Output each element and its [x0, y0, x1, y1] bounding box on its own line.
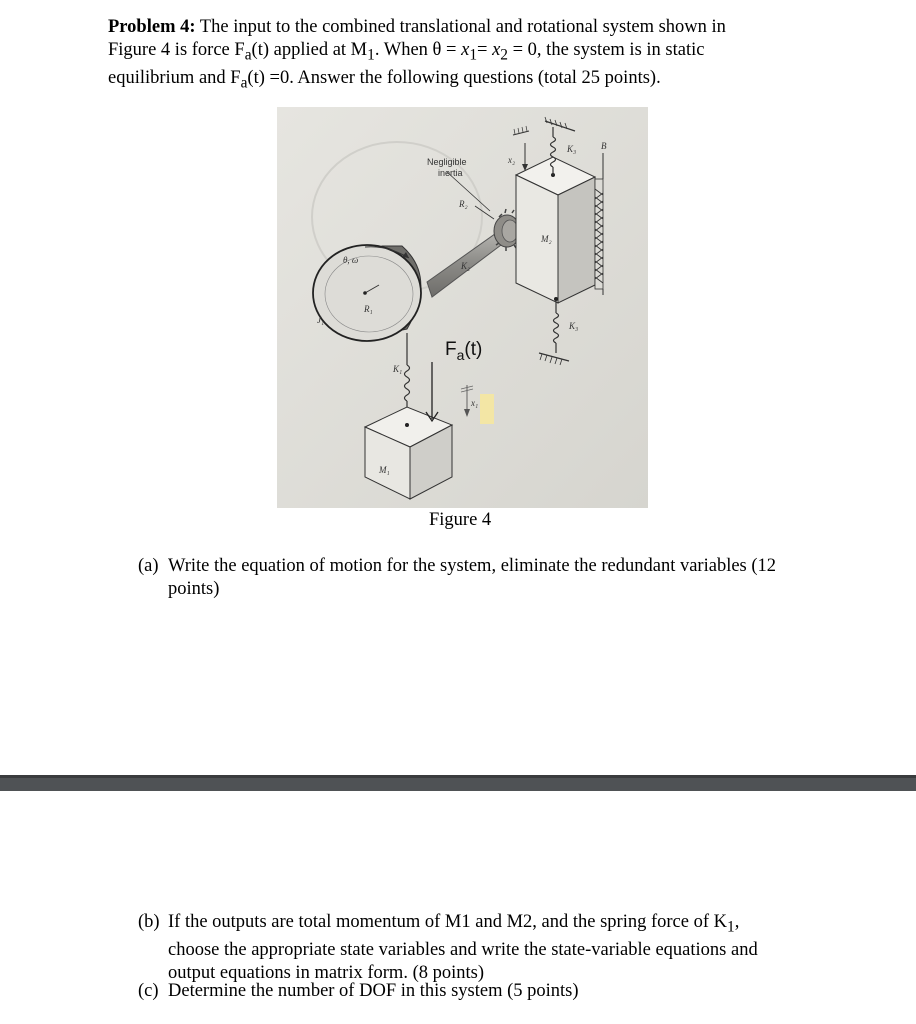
subscript: 2 — [500, 46, 508, 64]
label-m2: M₂ — [541, 234, 552, 244]
question-b-marker: (b) — [138, 912, 160, 932]
block-m2 — [516, 157, 595, 303]
problem-line-2 — [108, 39, 798, 67]
label-force — [445, 339, 482, 363]
force-subscript: a — [456, 347, 465, 363]
question-b-line-3: output equations in matrix form. (8 points) — [168, 962, 484, 983]
label-j1: J₁ — [317, 315, 325, 325]
variable-x: x — [461, 39, 470, 60]
subscript: a — [244, 46, 252, 64]
divider-highlight — [0, 775, 916, 778]
problem-text-segment: (t) =0. Answer the following questions (total 25 points). — [247, 67, 661, 88]
question-b-text-segment: , — [734, 912, 740, 932]
variable-x: x — [492, 39, 501, 60]
question-c-marker: (c) — [138, 981, 159, 1001]
question-b-line-1 — [168, 911, 758, 939]
problem-line-1 — [108, 16, 798, 39]
question-b-text — [168, 911, 758, 984]
subscript: 1 — [726, 918, 735, 936]
question-c — [138, 980, 828, 1004]
problem-statement — [108, 16, 798, 95]
subscript: 1 — [367, 46, 375, 64]
question-a-line-1: Write the equation of motion for the system, eliminate the redundant variables (12 — [168, 556, 777, 576]
problem-text-segment: . When θ = — [374, 39, 462, 60]
label-r2: R₂ — [459, 199, 468, 209]
label-inertia: inertia — [438, 168, 463, 178]
page-divider — [0, 775, 916, 791]
force-argument: (t) — [464, 339, 483, 360]
subscript: 1 — [469, 46, 478, 64]
problem-text-segment: = 0, the system is in static — [508, 39, 705, 60]
label-theta-omega: θ, ω — [343, 255, 359, 265]
question-a-text — [168, 555, 776, 600]
label-k1: K₁ — [393, 364, 403, 374]
problem-text-segment: Figure 4 is force F — [108, 39, 245, 60]
problem-label: Problem 4: — [108, 17, 196, 37]
problem-line-1-text: The input to the combined translational and rotational system shown in — [195, 17, 726, 37]
question-c-text — [168, 980, 579, 1003]
figure-4-image — [277, 107, 648, 508]
x1-highlight — [480, 394, 494, 424]
force-letter: F — [445, 339, 457, 360]
label-r1: R₁ — [364, 304, 373, 314]
label-k2: K₂ — [461, 261, 471, 271]
problem-text-segment: (t) applied at M — [251, 39, 368, 60]
question-b-text-segment: If the outputs are total momentum of M1 and M2, and the spring force of K — [168, 912, 727, 932]
label-x2: x₂ — [508, 155, 516, 165]
question-a — [138, 555, 828, 601]
label-k3-top: K₃ — [567, 144, 577, 154]
label-b: B — [601, 141, 607, 151]
figure-caption: Figure 4 — [429, 510, 492, 530]
mechanical-system-diagram — [277, 107, 648, 508]
problem-text-segment: = — [477, 39, 493, 60]
drum-j1 — [313, 245, 421, 341]
question-c-line-1: Determine the number of DOF in this system (5 points) — [168, 981, 579, 1001]
label-x1: x₁ — [471, 398, 479, 408]
problem-text-segment: equilibrium and F — [108, 67, 241, 88]
label-m1: M₁ — [379, 465, 390, 475]
label-k3-bottom: K₃ — [569, 321, 579, 331]
question-a-line-2: points) — [168, 578, 220, 599]
question-b-line-2: choose the appropriate state variables and write the state-variable equations and — [168, 940, 758, 961]
label-negligible: Negligible — [427, 157, 467, 167]
question-a-marker: (a) — [138, 556, 159, 576]
problem-line-3 — [108, 67, 798, 95]
question-b — [138, 911, 828, 981]
subscript: a — [240, 74, 248, 92]
